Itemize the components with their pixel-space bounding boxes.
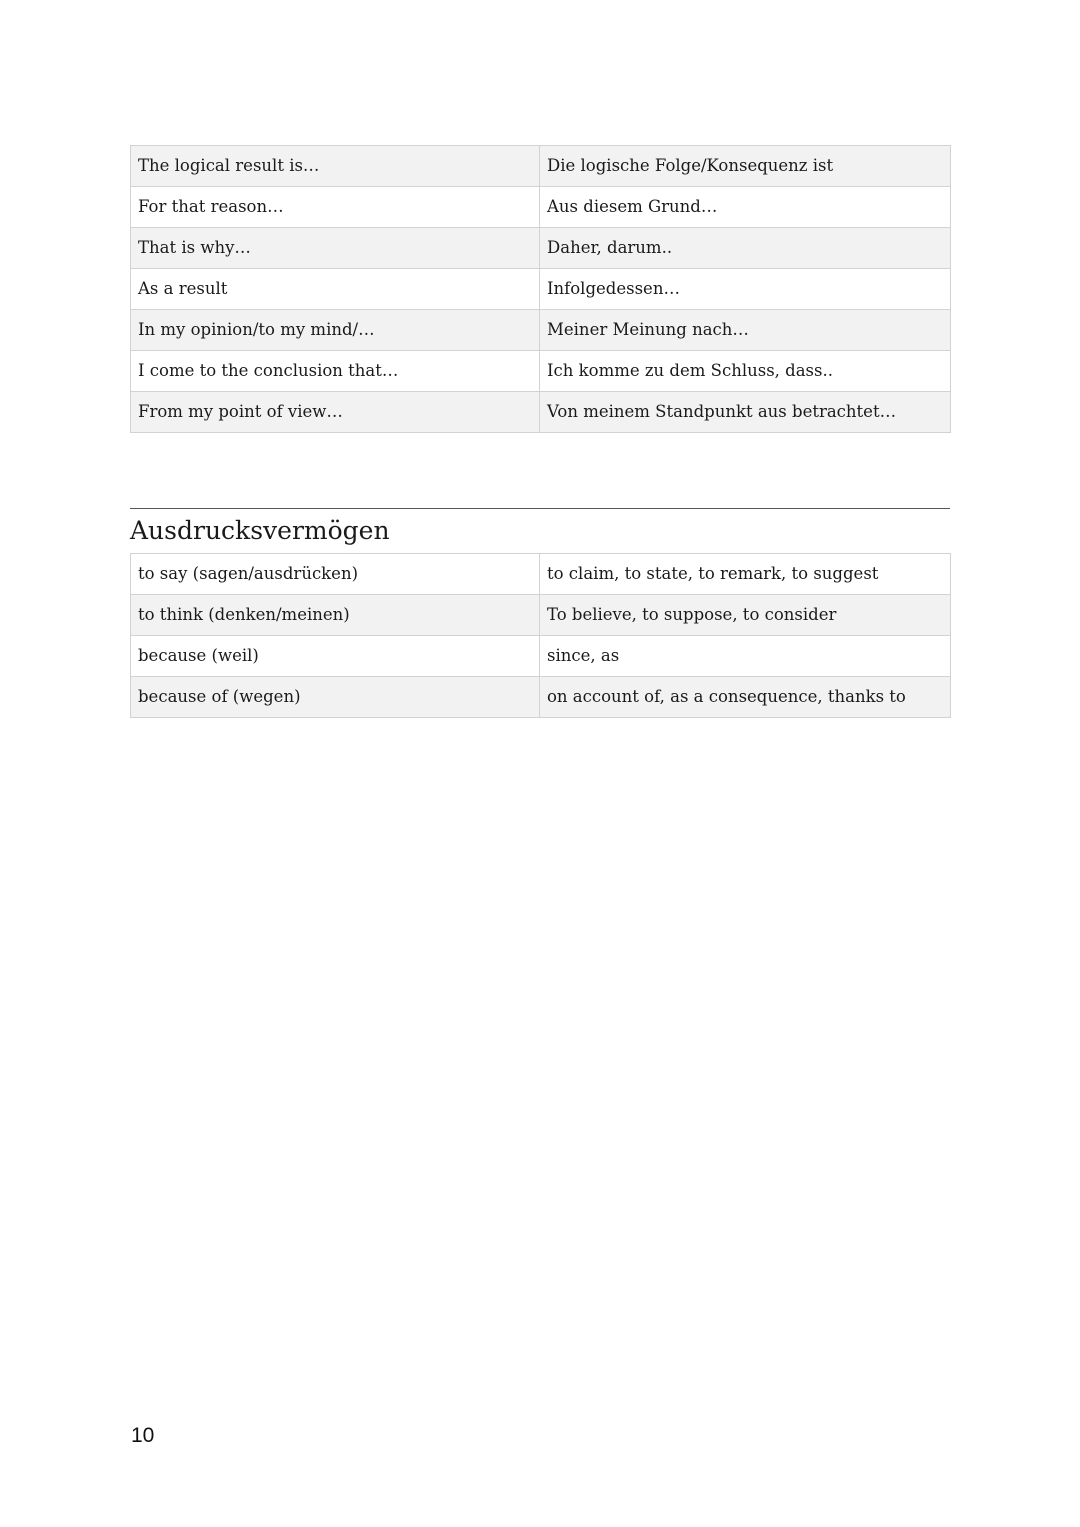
- english-phrase: I come to the conclusion that…: [131, 351, 540, 392]
- german-translation: Ich komme zu dem Schluss, dass..: [540, 351, 951, 392]
- table-row: [131, 636, 951, 677]
- table-row: [131, 146, 951, 187]
- german-translation: Die logische Folge/Konsequenz ist: [540, 146, 951, 187]
- section-divider: [130, 508, 950, 509]
- table-row: [131, 392, 951, 433]
- english-phrase: For that reason…: [131, 187, 540, 228]
- english-phrase: As a result: [131, 269, 540, 310]
- expressions-table: [130, 553, 951, 718]
- basic-expression: to say (sagen/ausdrücken): [131, 554, 540, 595]
- german-translation: Meiner Meinung nach…: [540, 310, 951, 351]
- english-phrase: That is why…: [131, 228, 540, 269]
- alternative-expressions: since, as: [540, 636, 951, 677]
- connectives-table: [130, 145, 951, 433]
- german-translation: Daher, darum..: [540, 228, 951, 269]
- table-row: [131, 351, 951, 392]
- table-row: [131, 595, 951, 636]
- basic-expression: because (weil): [131, 636, 540, 677]
- alternative-expressions: to claim, to state, to remark, to suggest: [540, 554, 951, 595]
- alternative-expressions: on account of, as a consequence, thanks to: [540, 677, 951, 718]
- table-row: [131, 677, 951, 718]
- table-row: [131, 228, 951, 269]
- english-phrase: The logical result is…: [131, 146, 540, 187]
- section-heading: Ausdrucksvermögen: [130, 516, 390, 545]
- german-translation: Infolgedessen…: [540, 269, 951, 310]
- english-phrase: From my point of view…: [131, 392, 540, 433]
- table-row: [131, 554, 951, 595]
- alternative-expressions: To believe, to suppose, to consider: [540, 595, 951, 636]
- german-translation: Aus diesem Grund…: [540, 187, 951, 228]
- german-translation: Von meinem Standpunkt aus betrachtet…: [540, 392, 951, 433]
- basic-expression: to think (denken/meinen): [131, 595, 540, 636]
- page-number: 10: [131, 1424, 155, 1447]
- table-row: [131, 310, 951, 351]
- english-phrase: In my opinion/to my mind/…: [131, 310, 540, 351]
- table-row: [131, 269, 951, 310]
- basic-expression: because of (wegen): [131, 677, 540, 718]
- table-row: [131, 187, 951, 228]
